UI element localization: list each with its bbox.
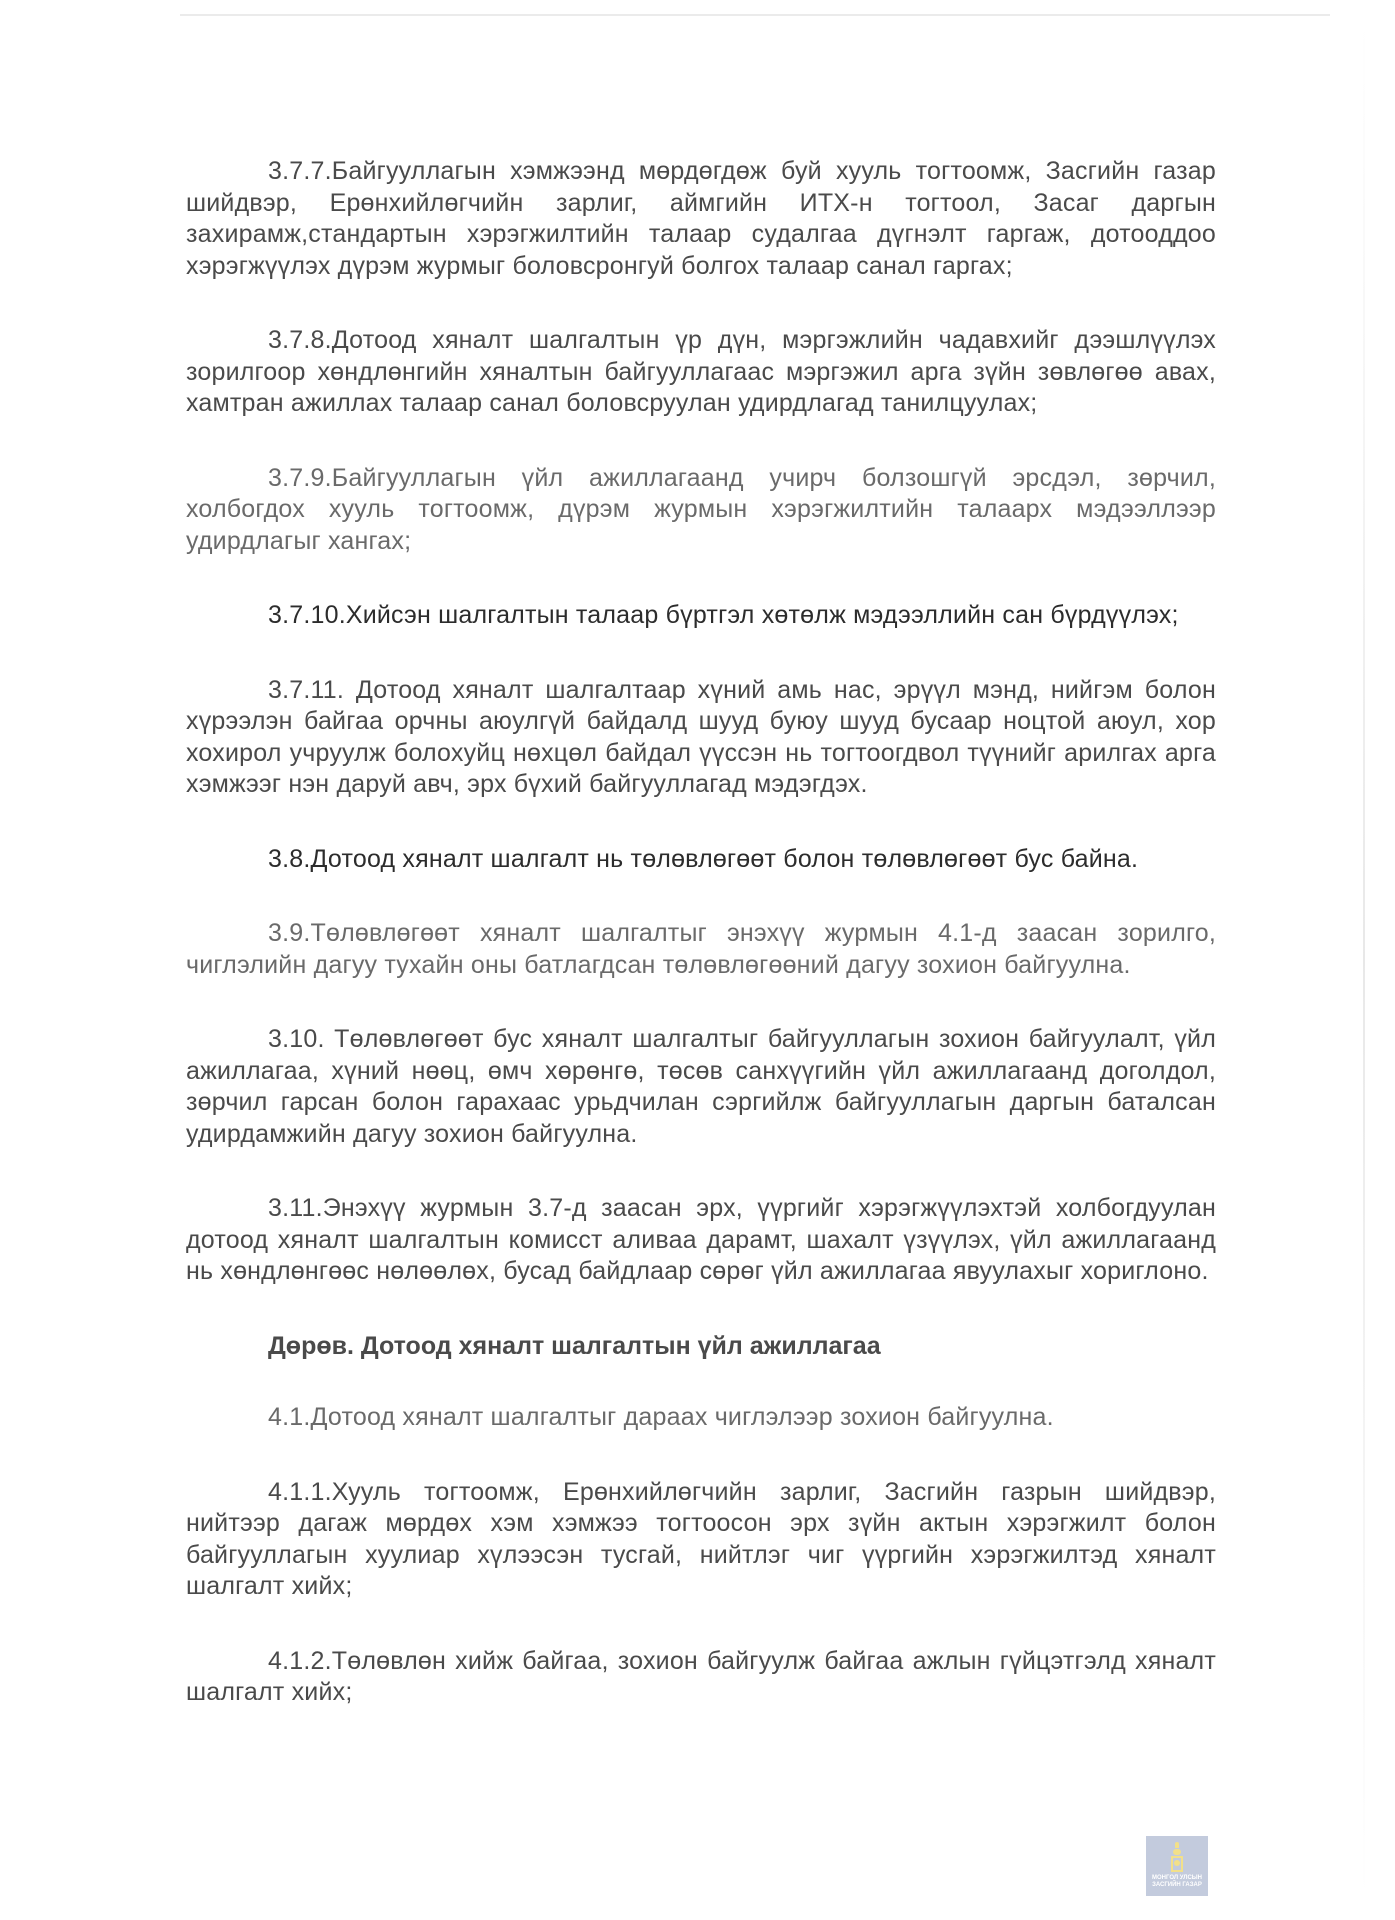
paragraph-3-7-7: 3.7.7.Байгууллагын хэмжээнд мөрдөгдөж буй хууль тогтоомж, Засгийн газар шийдвэр, Ерөнхийлөгчийн зарлиг, аймгийн ИТХ-н тогтоол, Засаг даргын захирамж,стандартын хэрэгжилтийн талаар судалгаа дүгнэлт гаргаж, дотооддоо хэрэгжүүлэх дүрэм журмыг боловсронгуй болгох талаар санал гаргах;: [186, 157, 1216, 280]
soyombo-emblem-icon: [1170, 1842, 1184, 1872]
paragraph-3-8: 3.8.Дотоод хяналт шалгалт нь төлөвлөгөөт болон төлөвлөгөөт бус байна.: [268, 844, 1139, 873]
paragraph-3-9: 3.9.Төлөвлөгөөт хяналт шалгалтыг энэхүү журмын 4.1-д заасан зорилго, чиглэлийн дагуу тухайн оны батлагдсан төлөвлөгөөний дагуу зохион байгуулна.: [186, 919, 1216, 979]
document-body: [186, 156, 1216, 1752]
seal-text: МОНГОЛ УЛСЫН ЗАСГИЙН ГАЗАР: [1152, 1875, 1202, 1888]
scan-edge-right: [1363, 20, 1365, 1900]
paragraph-4-1-2: 4.1.2.Төлөвлөн хийж байгаа, зохион байгуулж байгаа ажлын гүйцэтгэлд хяналт шалгалт хийх;: [186, 1646, 1216, 1706]
section-heading: Дөрөв. Дотоод хяналт шалгалтын үйл ажиллагаа: [268, 1331, 881, 1360]
paragraph-3-11: 3.11.Энэхүү журмын 3.7-д заасан эрх, үүргийг хэрэгжүүлэхтэй холбогдуулан дотоод хяналт шалгалтын комисст аливаа дарамт, шахалт үзүүлэх, үйл ажиллагаанд нь хөндлөнгөөс нөлөөлөх, бусад байдлаар сөрөг үйл ажиллагаа явуулахыг хориглоно.: [186, 1194, 1216, 1285]
paragraph-3-10: 3.10. Төлөвлөгөөт бус хяналт шалгалтыг байгууллагын зохион байгуулалт, үйл ажиллагаа, хүний нөөц, өмч хөрөнгө, төсөв санхүүгийн үйл ажиллагаанд доголдол, зөрчил гарсан болон гарахаас урьдчилан сэргийлж байгууллагын даргын баталсан удирдамжийн дагуу зохион байгуулна.: [186, 1025, 1216, 1148]
paragraph-4-1-1: 4.1.1.Хууль тогтоомж, Ерөнхийлөгчийн зарлиг, Засгийн газрын шийдвэр, нийтээр дагаж мөрдөх хэм хэмжээ тогтоосон эрх зүйн актын хэрэгжилт болон байгууллагын хуулиар хүлээсэн тусгай, нийтлэг чиг үүргийн хэрэгжилтэд хяналт шалгалт хийх;: [186, 1477, 1216, 1600]
paragraph-3-7-11: 3.7.11. Дотоод хяналт шалгалтаар хүний амь нас, эрүүл мэнд, нийгэм болон хүрээлэн байгаа орчны аюулгүй байдалд шууд буюу шууд бусаар ноцтой аюул, хор хохирол учруулж болохуйц нөхцөл байдал үүссэн нь тогтоогдвол түүнийг арилгах арга хэмжээг нэн даруй авч, эрх бүхий байгууллагад мэдэгдэх.: [186, 675, 1216, 798]
paragraph-3-7-10: 3.7.10.Хийсэн шалгалтын талаар бүртгэл хөтөлж мэдээллийн сан бүрдүүлэх;: [268, 601, 1179, 629]
scan-edge-top: [180, 14, 1330, 16]
paragraph-3-7-8: 3.7.8.Дотоод хяналт шалгалтын үр дүн, мэргэжлийн чадавхийг дээшлүүлэх зорилгоор хөндлөнгийн хяналтын байгууллагаас мэргэжил арга зүйн зөвлөгөө авах, хамтран ажиллах талаар санал боловсруулан удирдлагад танилцуулах;: [186, 326, 1216, 417]
paragraph-3-7-9: 3.7.9.Байгууллагын үйл ажиллагаанд учирч болзошгүй эрсдэл, зөрчил, холбогдох хууль тогтоомж, дүрэм журмын хэрэгжилтийн талаарх мэдээллээр удирдлагыг хангах;: [186, 463, 1216, 555]
government-seal: [1146, 1836, 1208, 1896]
paragraph-4-1: 4.1.Дотоод хяналт шалгалтыг дараах чиглэлээр зохион байгуулна.: [268, 1403, 1054, 1431]
